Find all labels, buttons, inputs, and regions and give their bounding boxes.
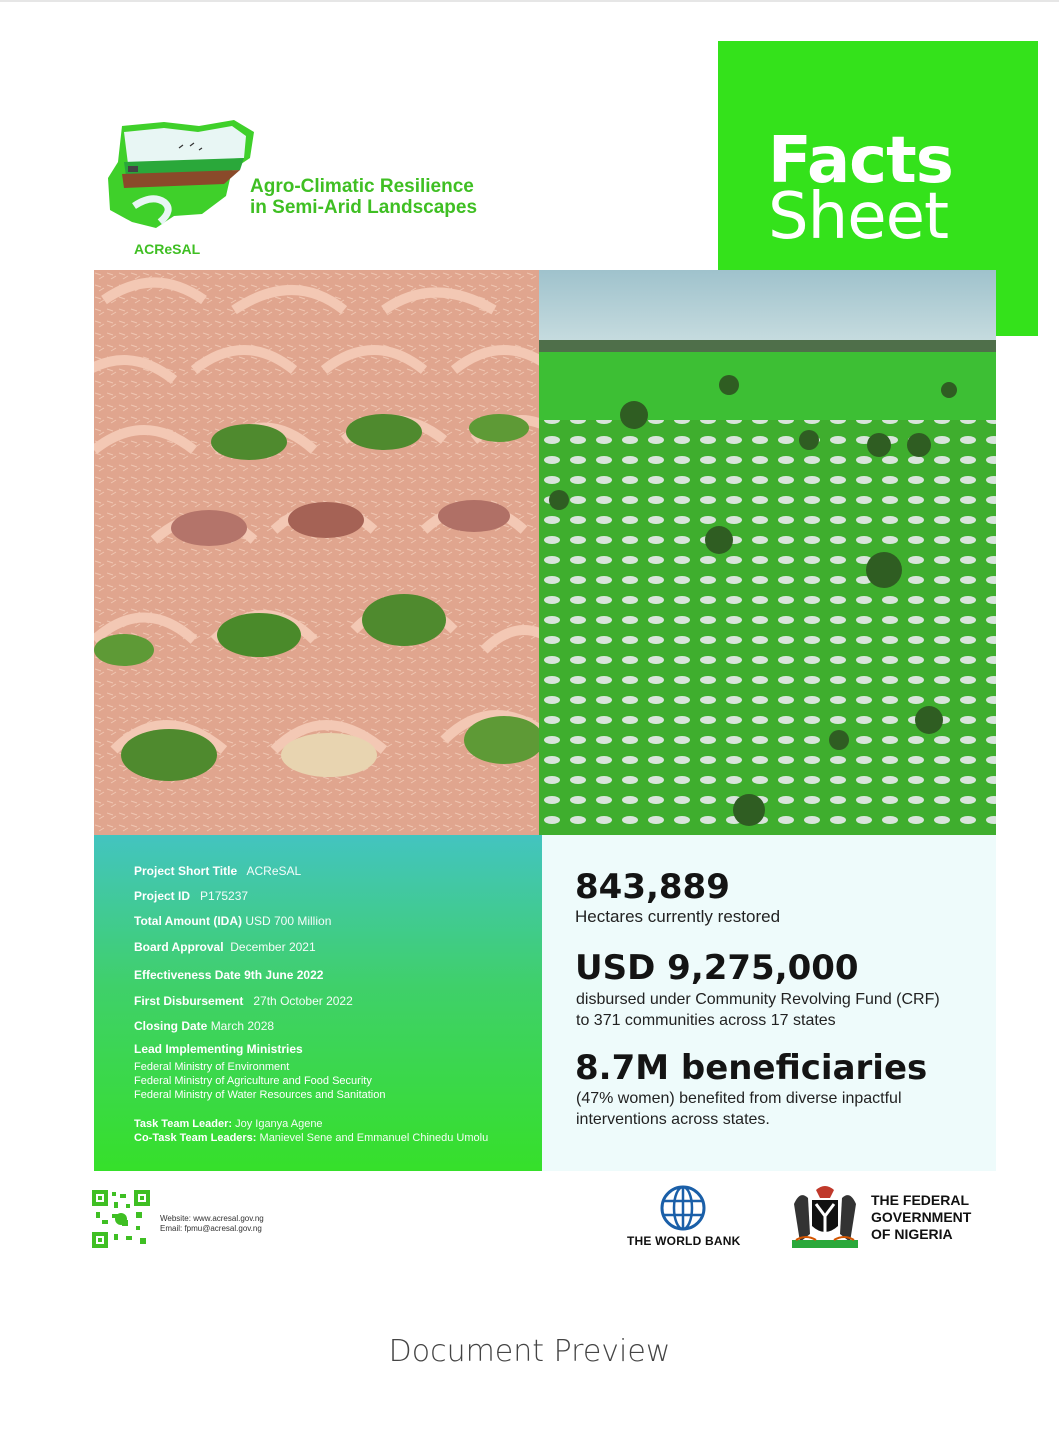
ministries-block bbox=[134, 1042, 385, 1102]
contact-info bbox=[160, 1214, 264, 1234]
first-disbursement-label: First Disbursement bbox=[134, 994, 244, 1008]
program-title-line2: in Semi-Arid Landscapes bbox=[250, 197, 478, 218]
project-info-panel bbox=[94, 835, 542, 1171]
board-approval-value: December 2021 bbox=[230, 940, 316, 954]
crf-desc-line1: disbursed under Community Revolving Fund (CRF) bbox=[576, 991, 940, 1008]
key-stats-panel bbox=[542, 835, 996, 1171]
co-task-leaders-row bbox=[134, 1131, 488, 1145]
co-task-label: Co-Task Team Leaders: bbox=[134, 1132, 257, 1144]
ministry-item: Federal Ministry of Environment bbox=[134, 1061, 290, 1073]
co-task-value: Manievel Sene and Emmanuel Chinedu Umolu bbox=[259, 1132, 489, 1144]
closing-date-value: March 2028 bbox=[210, 1019, 275, 1033]
top-divider bbox=[0, 0, 1059, 2]
effectiveness-label: Effectiveness Date bbox=[134, 968, 241, 982]
crf-desc-line2: to 371 communities across 17 states bbox=[576, 1012, 836, 1029]
ministries-label: Lead Implementing Ministries bbox=[134, 1042, 303, 1056]
world-bank-label: THE WORLD BANK bbox=[627, 1234, 741, 1248]
project-id-value: P175237 bbox=[200, 889, 249, 903]
effectiveness-row bbox=[134, 968, 323, 982]
closing-date-row bbox=[134, 1019, 274, 1033]
website-text[interactable]: Website: www.acresal.gov.ng bbox=[160, 1214, 264, 1223]
restored-land-photo bbox=[539, 270, 996, 835]
fgn-line3: OF NIGERIA bbox=[871, 1226, 953, 1242]
hectares-desc: Hectares currently restored bbox=[575, 907, 781, 926]
project-id-row bbox=[134, 889, 248, 903]
first-disbursement-value: 27th October 2022 bbox=[253, 994, 353, 1008]
board-approval-row bbox=[134, 940, 316, 954]
document-preview-label: Document Preview bbox=[388, 1334, 671, 1369]
facts-heading: Facts bbox=[768, 124, 953, 198]
beneficiaries-desc-line1: (47% women) benefited from diverse inpactful bbox=[576, 1090, 902, 1107]
program-title-line1: Agro-Climatic Resilience bbox=[250, 176, 474, 197]
total-amount-label: Total Amount (IDA) bbox=[134, 914, 242, 928]
closing-date-label: Closing Date bbox=[134, 1019, 208, 1033]
short-title-value: ACReSAL bbox=[246, 864, 302, 878]
task-leader-row bbox=[134, 1117, 323, 1131]
crf-value: USD 9,275,000 bbox=[575, 948, 859, 988]
effectiveness-value: 9th June 2022 bbox=[244, 968, 324, 982]
short-title-row bbox=[134, 864, 301, 878]
fgn-line1: THE FEDERAL bbox=[871, 1192, 969, 1208]
program-title bbox=[250, 176, 477, 218]
fgn-label bbox=[871, 1192, 971, 1243]
acresal-logo bbox=[104, 118, 264, 258]
total-amount-value: USD 700 Million bbox=[245, 914, 332, 928]
first-disbursement-row bbox=[134, 994, 353, 1008]
short-title-label: Project Short Title bbox=[134, 864, 238, 878]
hectares-value: 843,889 bbox=[575, 867, 730, 907]
qr-code bbox=[92, 1190, 150, 1248]
task-leader-value: Joy Iganya Agene bbox=[235, 1118, 323, 1130]
dry-land-photo bbox=[94, 270, 539, 835]
sheet-heading: Sheet bbox=[768, 180, 949, 254]
beneficiaries-value: 8.7M beneficiaries bbox=[575, 1048, 928, 1088]
total-amount-row bbox=[134, 914, 331, 928]
email-text[interactable]: Email: fpmu@acresal.gov.ng bbox=[160, 1224, 262, 1233]
ministry-item: Federal Ministry of Agriculture and Food Security bbox=[134, 1075, 372, 1087]
fgn-line2: GOVERNMENT bbox=[871, 1209, 972, 1225]
project-id-label: Project ID bbox=[134, 889, 191, 903]
logo-caption: ACReSAL bbox=[134, 241, 201, 257]
board-approval-label: Board Approval bbox=[134, 940, 224, 954]
ministry-item: Federal Ministry of Water Resources and Sanitation bbox=[134, 1089, 386, 1101]
nigeria-coat-of-arms-icon bbox=[786, 1184, 864, 1250]
world-bank-globe-icon bbox=[659, 1184, 707, 1232]
task-leader-label: Task Team Leader: bbox=[134, 1118, 233, 1130]
beneficiaries-desc-line2: interventions across states. bbox=[576, 1111, 770, 1128]
